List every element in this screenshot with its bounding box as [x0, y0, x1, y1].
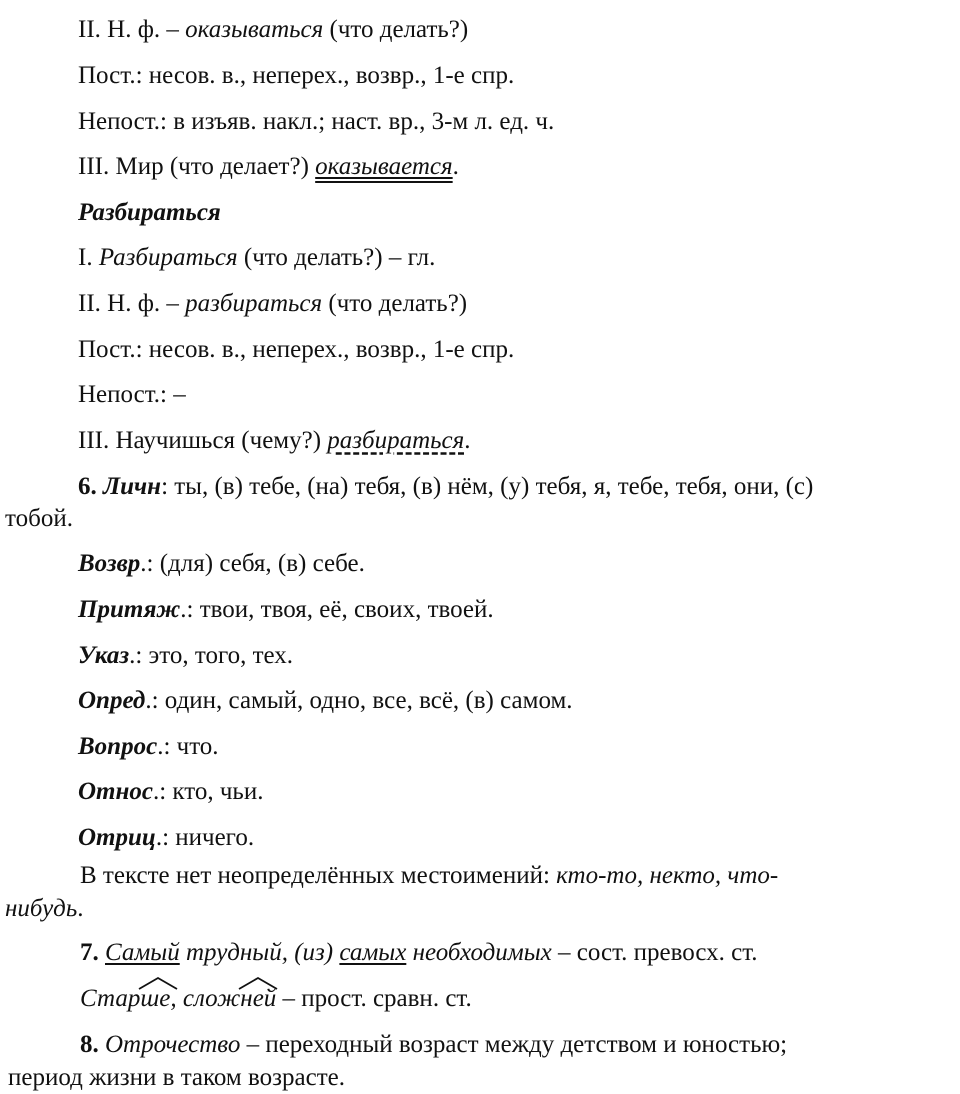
task8-definition-cont [8, 1063, 345, 1093]
suffix-mark [140, 984, 170, 1014]
text-fragment: трудный, (из) [179, 939, 340, 966]
text-fragment: III. Мир (что делает?) [78, 153, 316, 180]
indefinite-pronouns-note [80, 861, 778, 891]
line-syntax-role-2 [78, 426, 471, 456]
text-fragment: (что делать?) [322, 290, 468, 317]
category-label: Относ [78, 778, 153, 805]
suffix-arc-icon [238, 976, 278, 990]
indefinite-pronouns-note-cont [5, 894, 83, 924]
pronoun-category-possessive [78, 595, 494, 625]
line-initial-form-razbiratsya [78, 289, 467, 319]
text-fragment: (что делать?) – гл. [237, 244, 436, 271]
line-part-of-speech [78, 243, 435, 273]
task7-superlative [80, 938, 758, 968]
suffix-arc-icon [138, 976, 178, 990]
category-label: Отриц [78, 824, 156, 851]
category-label: Вопрос [78, 733, 158, 760]
text-fragment: (что делать?) [323, 16, 469, 43]
pronoun-category-negative [78, 823, 254, 853]
task-number: 8. [80, 1031, 99, 1058]
suffix-text: ней [240, 985, 277, 1012]
verb-word: Разбираться [98, 244, 238, 271]
word-heading-razbiratsya [78, 198, 221, 228]
example-words: кто-то, некто, что- [556, 862, 779, 889]
task7-comparative [80, 984, 472, 1014]
text-fragment: необходимых [406, 939, 552, 966]
text-fragment: – переходный возраст между детством и юностью; [240, 1031, 788, 1058]
text-fragment: . [452, 153, 459, 180]
line-initial-form-okazyvatsya [78, 15, 468, 45]
category-label: Возвр [78, 550, 141, 577]
category-label: Притяж [78, 596, 181, 623]
line-nonconstant-features-2 [78, 380, 186, 410]
category-label: Личн [103, 473, 162, 500]
text-fragment: Непост.: – [78, 381, 186, 408]
line-syntax-role-1 [78, 152, 459, 182]
text-fragment: В тексте нет неопределённых местоимений: [80, 862, 557, 889]
text-fragment: .: что. [157, 733, 219, 760]
task8-definition [80, 1030, 787, 1060]
text-fragment: II. Н. ф. – [78, 16, 186, 43]
word-stem: Стар [80, 985, 141, 1012]
text-fragment: тобой. [5, 505, 73, 532]
category-label: Опред [78, 687, 146, 714]
predicate-word: разбираться [327, 427, 465, 454]
text-fragment: Пост.: несов. в., неперех., возвр., 1-е спр. [78, 62, 515, 89]
verb-word: оказываться [185, 16, 324, 43]
text-fragment: .: это, того, тех. [129, 642, 294, 669]
text-fragment: : ты, (в) тебе, (на) тебя, (в) нём, (у) тебя, я, тебе, тебя, они, (с) [161, 473, 814, 500]
defined-word: Отрочество [105, 1031, 241, 1058]
text-fragment: III. Научишься (чему?) [78, 427, 328, 454]
word-stem: слож [182, 985, 241, 1012]
text-fragment: период жизни в таком возрасте. [8, 1064, 345, 1091]
task-number: 7. [80, 939, 99, 966]
text-fragment: . [464, 427, 471, 454]
text-fragment: .: ничего. [155, 824, 255, 851]
heading-text: Разбираться [78, 199, 221, 226]
text-fragment: , [170, 985, 183, 1012]
line-nonconstant-features-1 [78, 107, 554, 137]
text-fragment: . [77, 895, 84, 922]
pronoun-category-interrogative [78, 732, 219, 762]
example-words: нибудь [5, 895, 78, 922]
pronoun-category-demonstrative [78, 641, 293, 671]
underlined-word: Самый [105, 939, 180, 966]
task6-personal-pronouns-cont [5, 504, 73, 534]
task-number: 6. [78, 473, 97, 500]
text-fragment: – сост. превосх. ст. [551, 939, 758, 966]
text-fragment: II. Н. ф. – [78, 290, 186, 317]
text-fragment: Пост.: несов. в., неперех., возвр., 1-е спр. [78, 336, 515, 363]
suffix-mark [240, 984, 276, 1014]
text-fragment: .: один, самый, одно, все, всё, (в) самом. [145, 687, 573, 714]
pronoun-category-determinative [78, 686, 573, 716]
task6-personal-pronouns [78, 472, 813, 502]
line-constant-features-1 [78, 61, 514, 91]
text-fragment: Непост.: в изъяв. накл.; наст. вр., 3-м л. ед. ч. [78, 108, 555, 135]
category-label: Указ [78, 642, 130, 669]
predicate-word: оказывается [315, 153, 453, 180]
text-fragment: .: твои, твоя, её, своих, твоей. [180, 596, 494, 623]
text-fragment: .: кто, чьи. [152, 778, 264, 805]
text-fragment: .: (для) себя, (в) себе. [140, 550, 365, 577]
line-constant-features-2 [78, 335, 514, 365]
text-fragment: – прост. сравн. ст. [276, 985, 472, 1012]
pronoun-category-relative [78, 777, 263, 807]
text-fragment: I. [78, 244, 99, 271]
underlined-word: самых [339, 939, 407, 966]
suffix-text: ше [140, 985, 171, 1012]
verb-word: разбираться [185, 290, 323, 317]
pronoun-category-reflexive [78, 549, 365, 579]
